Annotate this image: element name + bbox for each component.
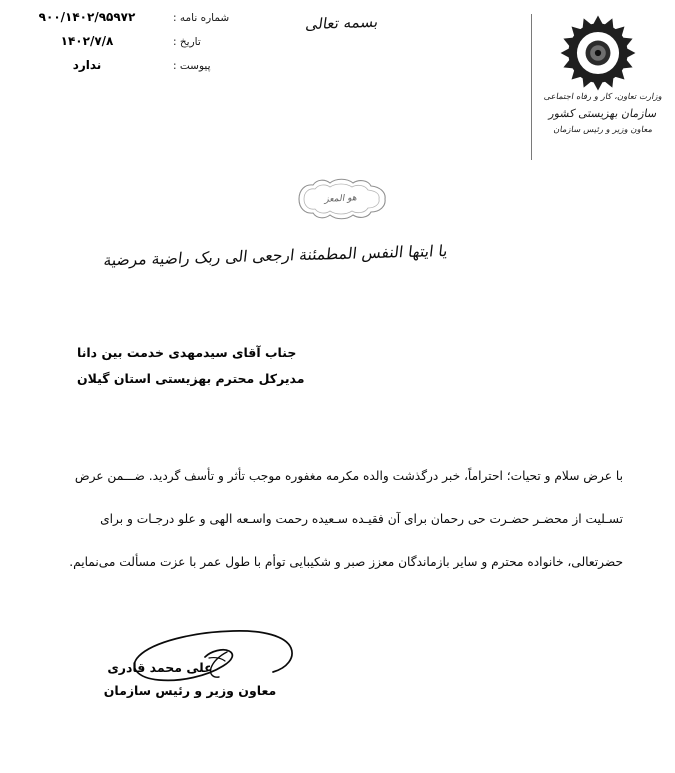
meta-label-letter-number: شماره نامه :	[173, 12, 230, 24]
signatory-title: معاون وزیر و رئیس سازمان	[103, 683, 277, 698]
body-line-2: تسـلیت از محضـر حضـرت حی رحمان برای آن فقیـده سـعیده رحمت واسـعه الهی و علو درجـات و برای	[100, 512, 623, 526]
basmala-heading: بسمه تعالی	[304, 12, 380, 34]
org-line-ministry: وزارت تعاون، کار و رفاه اجتماعی	[543, 92, 663, 102]
meta-label-attachment: پیوست :	[173, 60, 211, 72]
meta-row-letter-number	[15, 10, 265, 34]
signatory-name: علی محمد قادری	[107, 660, 213, 675]
meta-row-date	[15, 34, 265, 58]
cartouche-inner-text: هو المعز	[324, 193, 358, 205]
body-line-3: حضرتعالی، خانواده محترم و سایر بازماندگان معزز صبر و شکیبایی توأم با طول عمر با عزت مسألت می‌نمایم.	[69, 555, 623, 569]
letterhead	[520, 0, 675, 172]
meta-value-letter-number: ۹۰۰/۱۴۰۲/۹۵۹۷۲	[38, 10, 136, 24]
recipient-name: جناب آقای سیدمهدی خدمت بین دانا	[77, 345, 297, 360]
recipient-block	[77, 340, 675, 392]
meta-value-date: ۱۴۰۲/۷/۸	[60, 34, 114, 48]
recipient-title: مدیرکل محترم بهزیستی استان گیلان	[77, 371, 305, 386]
sunburst-rosette-emblem	[559, 14, 637, 92]
letter-body	[51, 455, 623, 584]
letter-meta-block	[15, 10, 265, 82]
org-line-role: معاون وزیر و رئیس سازمان	[552, 125, 654, 135]
meta-value-attachment: ندارد	[72, 58, 102, 72]
meta-label-date: تاریخ :	[173, 36, 201, 48]
handwritten-signature	[123, 628, 303, 690]
organization-name-block	[537, 92, 669, 135]
body-line-1: با عرض سلام و تحیات؛ احتراماً، خبر درگذشت والده مکرمه مغفوره موجب تأثر و تأسف گردید. ضـــمن عرض	[74, 469, 623, 483]
meta-row-attachment	[15, 58, 265, 82]
letterhead-divider	[531, 14, 532, 160]
org-line-organization: سازمان بهزیستی کشور	[548, 106, 658, 121]
decorative-cartouche	[289, 176, 393, 222]
quranic-verse: یا ایتها النفس المطمئنة ارجعی الی ربک راضیة مرضیة	[102, 241, 449, 270]
